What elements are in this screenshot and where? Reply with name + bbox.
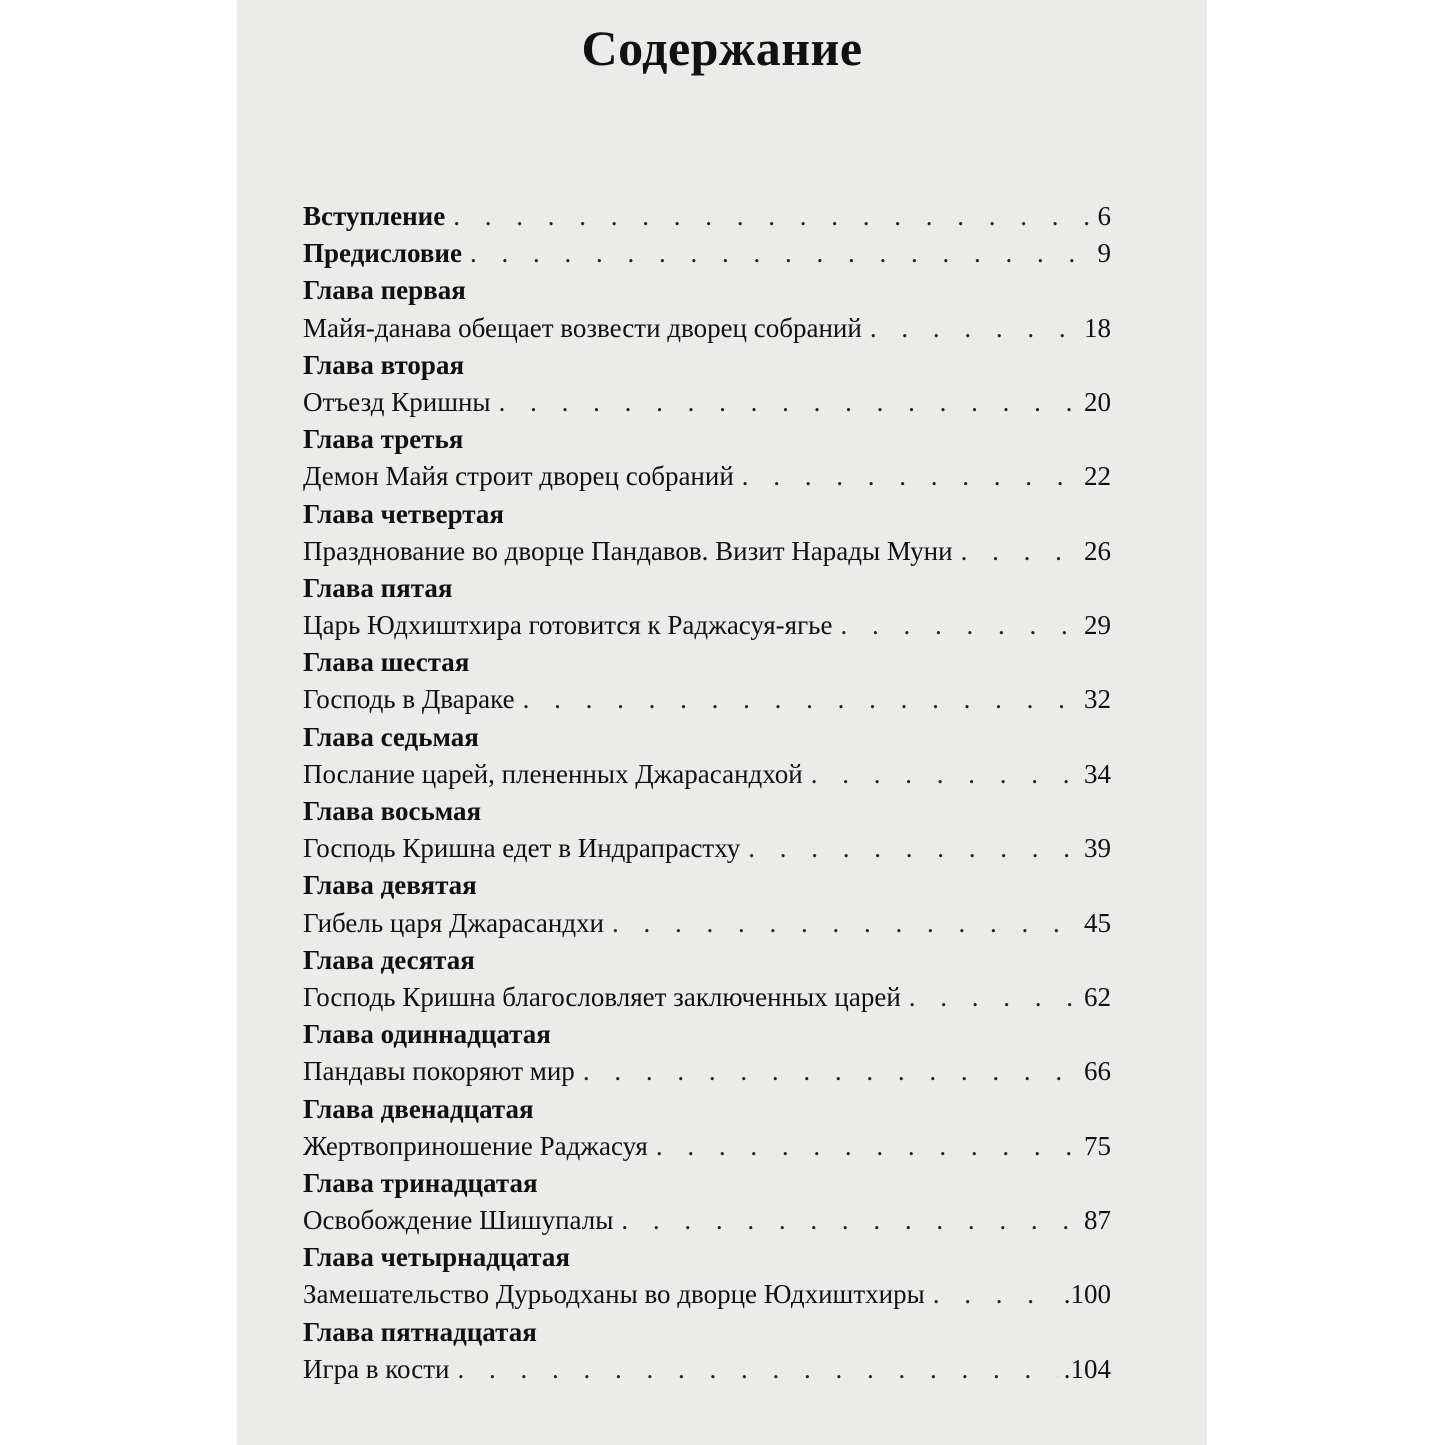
toc-entry-label: Предисловие xyxy=(303,238,462,269)
toc-page-number: 6 xyxy=(1097,201,1111,231)
dot-leader xyxy=(742,458,1078,495)
toc-entry xyxy=(303,310,1111,347)
toc-page-number: 34 xyxy=(1084,758,1111,789)
toc-page-number: .104 xyxy=(1063,1353,1111,1384)
toc-page-number: 9 xyxy=(1097,238,1111,269)
toc-heading xyxy=(303,1239,1111,1276)
toc-heading xyxy=(303,867,1111,904)
dot-leader xyxy=(811,756,1078,793)
toc-entry-label: Пандавы покоряют мир xyxy=(303,1056,575,1087)
toc-entry xyxy=(303,1276,1111,1313)
toc-entry-label: Глава третья xyxy=(303,424,464,455)
toc-entry xyxy=(303,756,1111,793)
toc-entry xyxy=(303,905,1111,942)
toc-entry-label: Празднование во дворце Пандавов. Визит Нарады Муни xyxy=(303,535,953,566)
toc-entry-label: Глава десятая xyxy=(303,944,475,975)
toc-page-number: 32 xyxy=(1084,684,1111,715)
toc-entry-label: Глава пятнадцатая xyxy=(303,1316,537,1347)
table-of-contents xyxy=(303,198,1111,1388)
toc-heading xyxy=(303,1165,1111,1202)
toc-heading xyxy=(303,421,1111,458)
dot-leader xyxy=(870,310,1078,347)
toc-entry-label: Майя-данава обещает возвести дворец собраний xyxy=(303,312,862,343)
page-title: Содержание xyxy=(581,20,863,76)
toc-entry xyxy=(303,458,1111,495)
dot-leader xyxy=(840,607,1078,644)
dot-leader xyxy=(748,830,1078,867)
toc-heading xyxy=(303,272,1111,309)
toc-entry-label: Отъезд Кришны xyxy=(303,386,491,417)
toc-page-number: 87 xyxy=(1084,1205,1111,1236)
toc-page-number: 39 xyxy=(1084,833,1111,864)
toc-entry-label: Глава двенадцатая xyxy=(303,1093,534,1124)
toc-heading xyxy=(303,496,1111,533)
toc-entry xyxy=(303,1202,1111,1239)
dot-leader xyxy=(583,1053,1078,1090)
toc-entry xyxy=(303,830,1111,867)
toc-entry-label: Жертвоприношение Раджасуя xyxy=(303,1130,648,1161)
toc-page-number: 66 xyxy=(1084,1056,1111,1087)
toc-entry-label: Послание царей, плененных Джарасандхой xyxy=(303,758,803,789)
toc-entry-label: Вступление xyxy=(303,201,446,231)
toc-heading xyxy=(303,1016,1111,1053)
toc-entry-label: Глава восьмая xyxy=(303,796,482,826)
toc-heading xyxy=(303,570,1111,607)
toc-page-number: .100 xyxy=(1063,1279,1111,1310)
dot-leader xyxy=(933,1276,1058,1313)
toc-entry xyxy=(303,1128,1111,1165)
toc-heading xyxy=(303,1091,1111,1128)
dot-leader xyxy=(621,1202,1078,1239)
toc-entry xyxy=(303,681,1111,718)
toc-heading xyxy=(303,644,1111,681)
toc-entry xyxy=(303,1351,1111,1388)
dot-leader xyxy=(656,1128,1078,1165)
dot-leader xyxy=(612,905,1078,942)
dot-leader xyxy=(499,384,1078,421)
toc-entry-label: Глава седьмая xyxy=(303,721,479,752)
toc-page-number: 20 xyxy=(1084,386,1111,417)
toc-page-number: 18 xyxy=(1084,312,1111,343)
toc-heading xyxy=(303,1314,1111,1351)
toc-entry-label: Глава четырнадцатая xyxy=(303,1242,570,1273)
toc-page-number: 62 xyxy=(1084,981,1111,1012)
toc-entry-label: Господь в Двараке xyxy=(303,684,515,715)
toc-entry-label: Глава девятая xyxy=(303,870,477,901)
toc-entry-label: Глава пятая xyxy=(303,572,453,603)
toc-entry xyxy=(303,384,1111,421)
toc-entry-label: Царь Юдхиштхира готовится к Раджасуя-ягье xyxy=(303,610,833,641)
toc-entry-label: Игра в кости xyxy=(303,1353,450,1384)
toc-entry-label: Глава тринадцатая xyxy=(303,1167,538,1198)
toc-entry-label: Глава четвертая xyxy=(303,498,505,529)
dot-leader xyxy=(457,1351,1057,1388)
dot-leader xyxy=(470,235,1092,272)
toc-page-number: 45 xyxy=(1084,907,1111,938)
toc-entry-label: Демон Майя строит дворец собраний xyxy=(303,461,734,492)
toc-entry-label: Замешательство Дурьодханы во дворце Юдхиштхиры xyxy=(303,1279,925,1310)
toc-entry-label: Глава первая xyxy=(303,275,466,306)
toc-page-number: 75 xyxy=(1084,1130,1111,1161)
toc-heading xyxy=(303,793,1111,830)
dot-leader xyxy=(961,533,1078,570)
toc-entry-label: Глава вторая xyxy=(303,349,465,380)
toc-page-number: 22 xyxy=(1084,461,1111,492)
toc-heading xyxy=(303,347,1111,384)
toc-entry xyxy=(303,533,1111,570)
dot-leader xyxy=(453,198,1091,235)
dot-leader xyxy=(523,681,1078,718)
toc-entry xyxy=(303,979,1111,1016)
toc-entry-label: Господь Кришна благословляет заключенных царей xyxy=(303,981,901,1012)
toc-heading xyxy=(303,719,1111,756)
book-page xyxy=(237,0,1207,1445)
toc-heading xyxy=(303,235,1111,272)
toc-entry-label: Освобождение Шишупалы xyxy=(303,1205,614,1236)
toc-entry-label: Гибель царя Джарасандхи xyxy=(303,907,605,938)
toc-heading xyxy=(303,942,1111,979)
dot-leader xyxy=(909,979,1078,1016)
toc-entry xyxy=(303,607,1111,644)
toc-heading xyxy=(303,198,1111,235)
toc-page-number: 26 xyxy=(1084,535,1111,566)
toc-entry-label: Господь Кришна едет в Индрапрастху xyxy=(303,833,741,864)
toc-page-number: 29 xyxy=(1084,610,1111,641)
toc-entry xyxy=(303,1053,1111,1090)
toc-entry-label: Глава шестая xyxy=(303,647,470,678)
toc-entry-label: Глава одиннадцатая xyxy=(303,1019,551,1050)
